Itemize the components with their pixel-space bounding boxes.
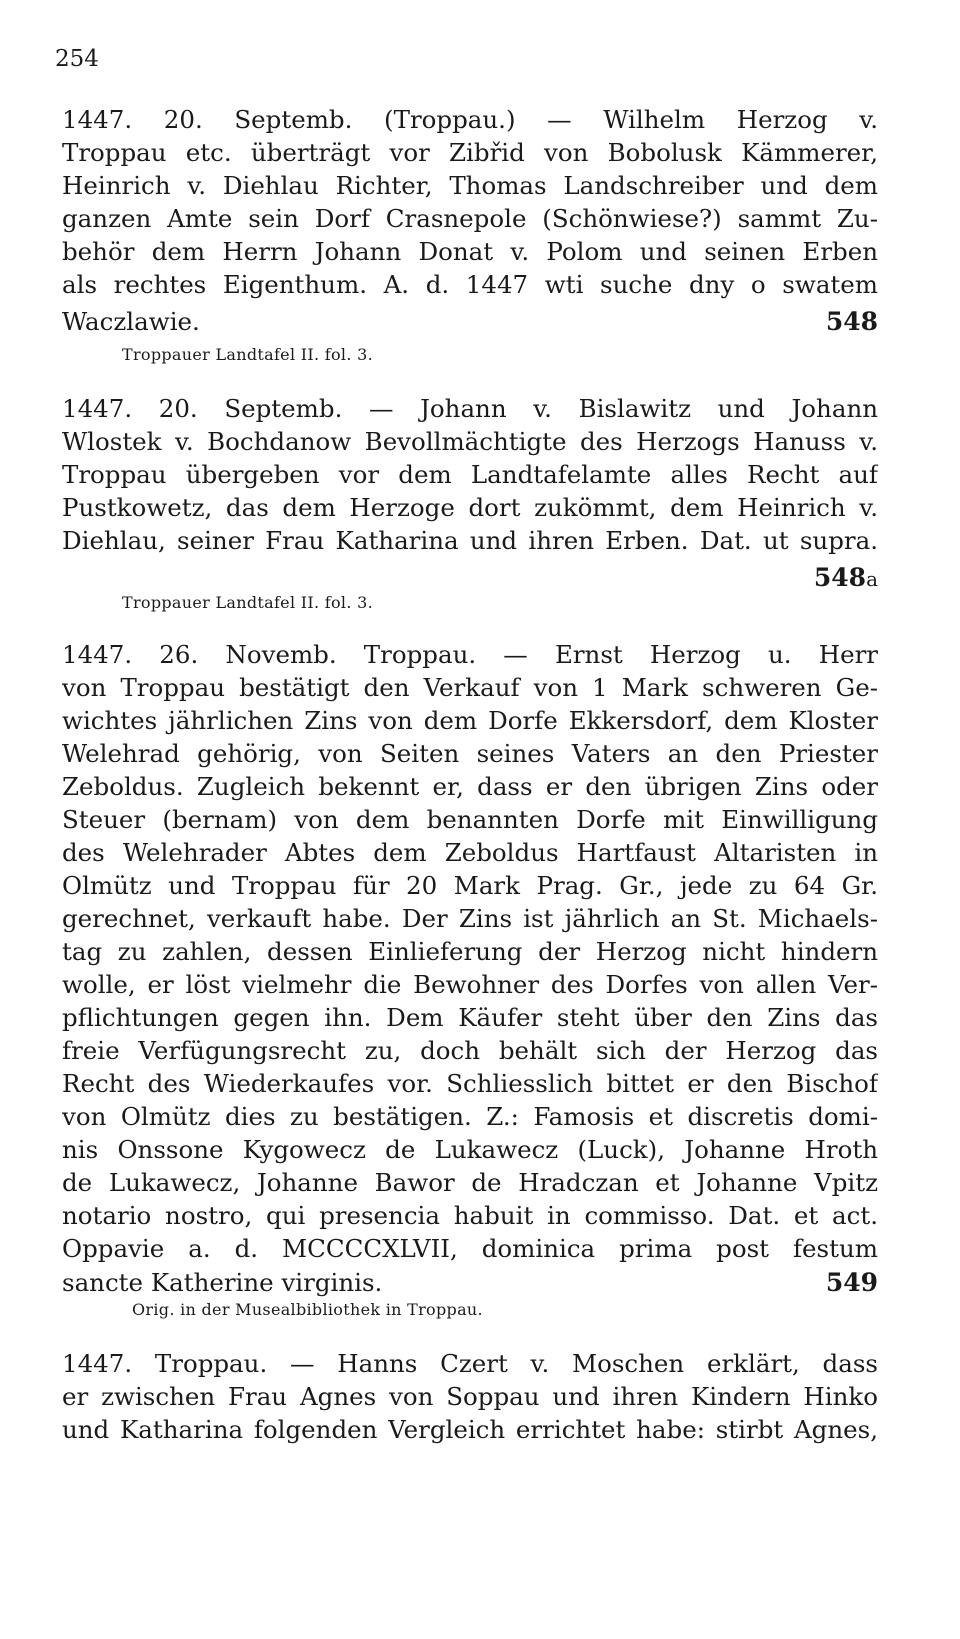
entry-549-line-13: freie Verfügungsrecht zu, doch behält sich der Herzog das	[62, 1036, 878, 1065]
entry-548a-line-3: Troppau übergeben vor dem Landtafelamte alles Recht auf	[62, 460, 878, 489]
entry-549-line-9: gerechnet, verkauft habe. Der Zins ist jährlich an St. Michaels-	[62, 904, 878, 933]
entry-549-line-3: wichtes jährlichen Zins von dem Dorfe Ekkersdorf, dem Kloster	[62, 706, 878, 735]
entry-548-line-2: Troppau etc. überträgt vor Zibřid von Bobolusk Kämmerer,	[62, 138, 878, 167]
entry-548a-line-1: 1447. 20. Septemb. — Johann v. Bislawitz und Johann	[62, 394, 878, 423]
entry-550-line-2: er zwischen Frau Agnes von Soppau und ihren Kindern Hinko	[62, 1382, 878, 1411]
entry-549-line-15: von Olmütz dies zu bestätigen. Z.: Famosis et discretis domi-	[62, 1102, 878, 1131]
entry-548-line-3: Heinrich v. Diehlau Richter, Thomas Landschreiber und dem	[62, 171, 878, 200]
entry-549-line-16: nis Onssone Kygowecz de Lukawecz (Luck), Johanne Hroth	[62, 1135, 878, 1164]
entry-number: 548	[825, 307, 878, 336]
entry-548-line-7: Waczlawie.	[62, 307, 200, 336]
entry-548a-line-5: Diehlau, seiner Frau Katharina und ihren Erben. Dat. ut supra.	[62, 526, 878, 555]
entry-548-line-4: ganzen Amte sein Dorf Crasnepole (Schönwiese?) sammt Zu-	[62, 204, 878, 233]
entry-548-line-6: als rechtes Eigenthum. A. d. 1447 wti suche dny o swatem	[62, 270, 878, 299]
entry-548-line-5: behör dem Herrn Johann Donat v. Polom und seinen Erben	[62, 237, 878, 266]
entry-548-last-line	[62, 305, 878, 338]
entry-number: 548	[813, 563, 867, 592]
entry-549-line-4: Welehrad gehörig, von Seiten seines Vaters an den Priester	[62, 739, 878, 768]
entry-549-line-11: wolle, er löst vielmehr die Bewohner des Dorfes von allen Ver-	[62, 970, 878, 999]
entry-550-line-3: und Katharina folgenden Vergleich errichtet habe: stirbt Agnes,	[62, 1415, 878, 1444]
entry-number-suffix: a	[866, 567, 878, 591]
entry-549-line-12: pflichtungen gegen ihn. Dem Käufer steht über den Zins das	[62, 1003, 878, 1032]
source-note: Troppauer Landtafel II. fol. 3.	[122, 345, 373, 364]
source-note: Troppauer Landtafel II. fol. 3.	[122, 593, 373, 612]
entry-549-line-10: tag zu zahlen, dessen Einlieferung der Herzog nicht hindern	[62, 937, 878, 966]
entry-550-line-1: 1447. Troppau. — Hanns Czert v. Moschen erklärt, dass	[62, 1349, 878, 1378]
entry-549-line-14: Recht des Wiederkaufes vor. Schliesslich bittet er den Bischof	[62, 1069, 878, 1098]
entry-548-line-1: 1447. 20. Septemb. (Troppau.) — Wilhelm Herzog v.	[62, 105, 878, 134]
entry-549-line-7: des Welehrader Abtes dem Zeboldus Hartfaust Altaristen in	[62, 838, 878, 867]
page-number: 254	[55, 46, 99, 72]
entry-549-line-8: Olmütz und Troppau für 20 Mark Prag. Gr., jede zu 64 Gr.	[62, 871, 878, 900]
entry-549-line-19: Oppavie a. d. MCCCCXLVII, dominica prima post festum	[62, 1234, 878, 1263]
entry-549-line-6: Steuer (bernam) von dem benannten Dorfe mit Einwilligung	[62, 805, 878, 834]
entry-number: 549	[825, 1268, 878, 1297]
entry-549-line-5: Zeboldus. Zugleich bekennt er, dass er den übrigen Zins oder	[62, 772, 878, 801]
entry-548a-line-2: Wlostek v. Bochdanow Bevollmächtigte des Herzogs Hanuss v.	[62, 427, 878, 456]
source-note: Orig. in der Musealbibliothek in Troppau.	[132, 1300, 483, 1319]
entry-549-line-2: von Troppau bestätigt den Verkauf von 1 Mark schweren Ge-	[62, 673, 878, 702]
entry-549-line-18: notario nostro, qui presencia habuit in commisso. Dat. et act.	[62, 1201, 878, 1230]
entry-549-last-line	[62, 1266, 878, 1299]
entry-number-line	[62, 561, 878, 596]
entry-549-line-1: 1447. 26. Novemb. Troppau. — Ernst Herzog u. Herr	[62, 640, 878, 669]
entry-549-line-20: sancte Katherine virginis.	[62, 1268, 383, 1297]
entry-549-line-17: de Lukawecz, Johanne Bawor de Hradczan et Johanne Vpitz	[62, 1168, 878, 1197]
entry-548a-line-4: Pustkowetz, das dem Herzoge dort zukömmt, dem Heinrich v.	[62, 493, 878, 522]
